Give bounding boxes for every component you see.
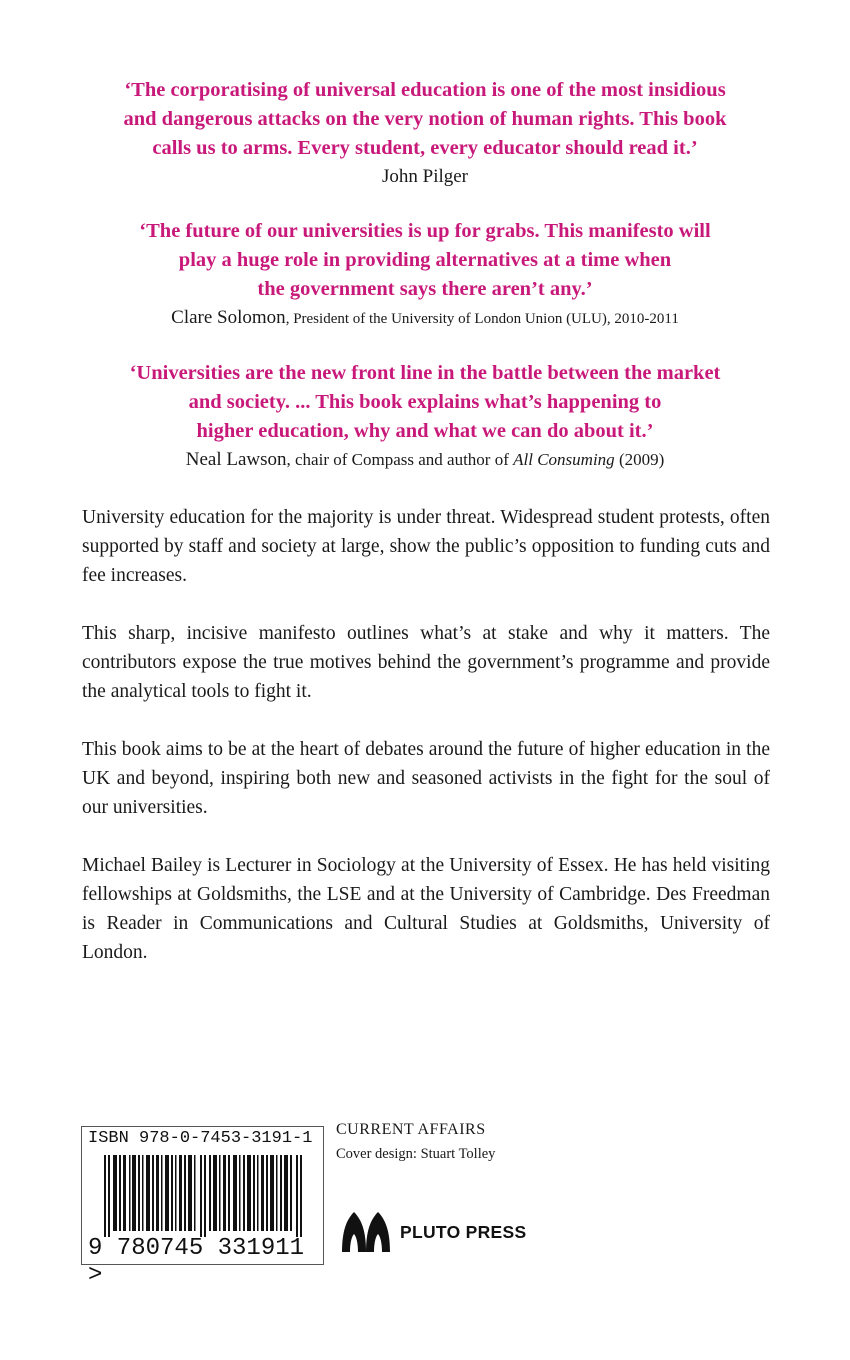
quote-line: higher education, why and what we can do about it.’ <box>196 420 654 442</box>
quote-line: play a huge role in providing alternatives at a time when <box>178 249 672 271</box>
quote-1 <box>0 76 850 190</box>
quote-line: ‘The corporatising of universal education is one of the most insidious <box>124 79 726 101</box>
quote-2 <box>0 217 850 332</box>
quote-author: Clare Solomon <box>171 307 286 328</box>
quote-author-role: , chair of Compass and author of <box>286 450 514 469</box>
isbn-barcode <box>81 1126 324 1289</box>
barcode-number: 9 780745 331911 > <box>88 1235 305 1289</box>
quote-3-attribution <box>0 447 850 473</box>
quote-author-role: , President of the University of London Union (ULU), 2010-2011 <box>285 311 679 327</box>
quote-author-work: All Consuming <box>513 450 615 469</box>
publisher <box>340 1212 526 1252</box>
quote-3 <box>0 359 850 473</box>
quote-2-attribution <box>0 305 850 332</box>
author-bio: Michael Bailey is Lecturer in Sociology at the University of Essex. He has held visiting fellowships at Goldsmiths, the LSE and at the University of Cambridge. Des Freedman is Reader in Communications and Cultural Studies at Goldsmiths, University of London. <box>82 855 770 963</box>
blurb-paragraph-3: This book aims to be at the heart of debates around the future of higher education in the UK and beyond, inspiring both new and seasoned activists in the fight for the soul of our universities. <box>82 739 770 818</box>
quote-line: ‘Universities are the new front line in the battle between the market <box>129 362 721 384</box>
pluto-press-logo-icon <box>340 1212 392 1252</box>
quote-1-attribution <box>0 164 850 190</box>
blurb-paragraph-2: This sharp, incisive manifesto outlines what’s at stake and why it matters. The contributors expose the true motives behind the government’s programme and provide the analytical tools to fight it. <box>82 623 770 702</box>
barcode-bars <box>104 1155 304 1237</box>
cover-design-credit: Cover design: Stuart Tolley <box>336 1146 496 1162</box>
quote-2-text <box>0 217 850 304</box>
blurb <box>82 503 770 996</box>
blurb-paragraph-1: University education for the majority is under threat. Widespread student protests, often supported by staff and society at large, show the public’s opposition to funding cuts and fee increases. <box>82 507 770 586</box>
quote-line: the government says there aren’t any.’ <box>257 278 593 300</box>
quote-3-text <box>0 359 850 446</box>
isbn-label: ISBN 978-0-7453-3191-1 <box>88 1129 313 1148</box>
quote-line: and society. ... This book explains what’s happening to <box>188 391 662 413</box>
category-label: CURRENT AFFAIRS <box>336 1121 486 1138</box>
quote-author-year: (2009) <box>614 450 665 469</box>
quote-author: Neal Lawson <box>185 449 287 470</box>
quote-line: and dangerous attacks on the very notion of human rights. This book <box>123 108 727 130</box>
quote-line: calls us to arms. Every student, every educator should read it.’ <box>152 137 698 159</box>
publisher-name: PLUTO PRESS <box>400 1221 527 1242</box>
quote-author: John Pilger <box>381 166 469 187</box>
quote-line: ‘The future of our universities is up for grabs. This manifesto will <box>139 220 711 242</box>
quote-1-text <box>0 76 850 163</box>
